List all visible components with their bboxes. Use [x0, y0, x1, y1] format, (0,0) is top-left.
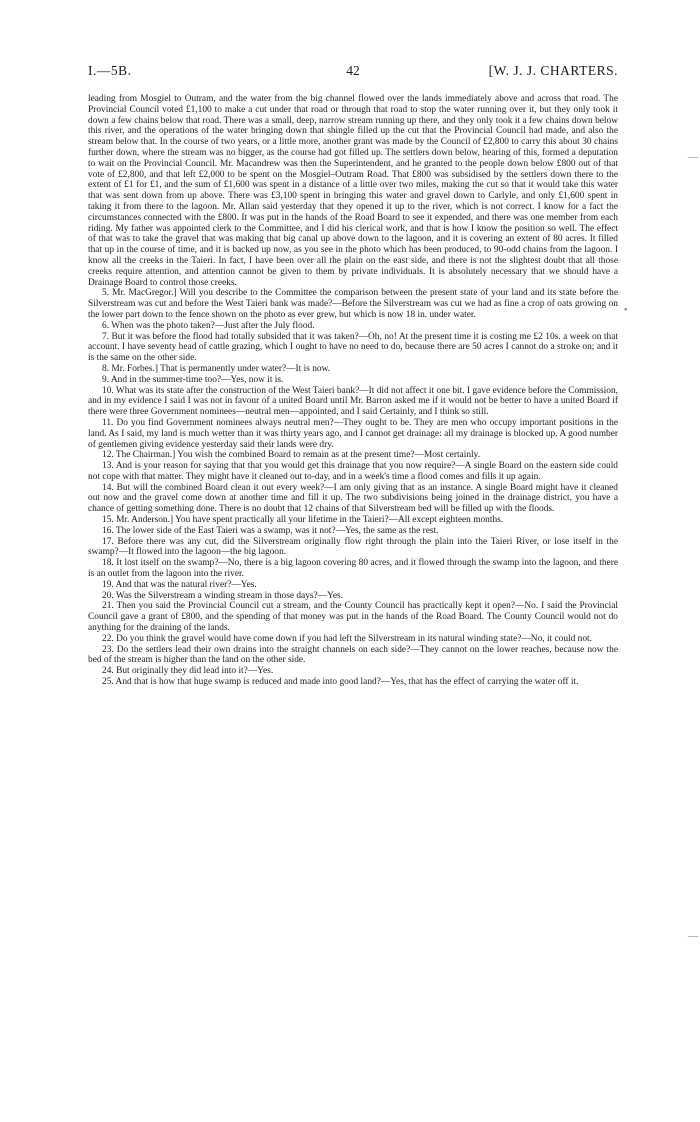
question-9: 9. And in the summer-time too?—Yes, now it is. [102, 374, 284, 385]
question-19: 19. And that was the natural river?—Yes. [102, 579, 257, 590]
page-body [88, 94, 618, 688]
question-13: 13. And is your reason for saying that that you would get this drainage that you now require?—A single Board on the eastern side could not cope with that matter. They might have it cleaned out to-day, and in a week's time a flood comes and fills it up again. [88, 461, 618, 482]
question-11: 11. Do you find Government nominees always neutral men?—They ought to be. They are men who occupy important positions in the land. As I said, my land is much wetter than it was thirty years ago, and I cannot get drainage: all my drainage is blocked up. A good number of gentlemen giving evidence yesterday said their lands were dry. [88, 417, 618, 450]
question-15: 15. Mr. Anderson.] You have spent practically all your lifetime in the Taieri?—All except eighteen months. [102, 515, 504, 526]
question-14: 14. But will the combined Board clean it out every week?—I am only giving that as an instance. A single Board might have it cleaned out now and the gravel come down at another time and fill it up. The two subdivisions being joined in the drainage district, you have a chance of getting something done. There is no doubt that 12 chains of that Silverstream bed will be filled up with the floods. [88, 482, 618, 515]
question-8: 8. Mr. Forbes.] That is permanently under water?—It is now. [102, 363, 331, 374]
question-24: 24. But originally they did lead into it?—Yes. [102, 666, 274, 677]
paragraph: leading from Mosgiel to Outram, and the water from the big channel flowed over the lands immediately above and across that road. The Provincial Council voted £1,100 to make a cut under that road or through that road to stop the water running over it, but they only took it down a few chains below that road. There was a small, deep, narrow stream running up there, and they only took it a few chains down below this river, and the operations of the water bringing down that shingle filled up the cut that the Provincial Council had made, and also the stream below that. In the course of two years, or a little more, another grant was made by the Council of £2,800 to carry this about 30 chains further down, where the stream was no bigger, as the course had got filled up. The settlers down below, hearing of this, formed a deputation to wait on the Provincial Council. Mr. Macandrew was then the Superintendent, and he granted to the people down below £800 out of that vote of £2,800, and that left £2,000 to be spent on the Mosgiel–Outram Road. That £800 was subsidised by the settlers down there to the extent of £1 for £1, and the sum of £1,600 was spent in a distance of a little over two miles, making the cut so that it would take this water that was sent down from up above. There was £3,100 spent in bringing this water and gravel down to Carlyle, and only £1,600 spent in taking it from there to the lagoon. Mr. Allan said yesterday that they opened it up to the river, which is not correct. I know for a fact the circumstances connected with the £800. It was put in the hands of the Road Board to see it expended, and there was one member from each riding. My father was appointed clerk to the Committee, and I did his clerical work, and that is how I know the position so well. The effect of that was to take the gravel that was making that big canal up above down to the lagoon, and it is covering an extent of 80 acres. It filled that up in the course of time, and it is backed up now, as you see in the photo which has been produced, to 90-odd chains from the lagoon. I know all the creeks in the Taieri. In fact, I have been over all the plain on the east side, and there is not the slightest doubt that all those creeks require attention, and attention cannot be given to them by private individuals. It is absolutely necessary that we should have a Drainage Board to control those creeks. [88, 94, 618, 288]
question-18: 18. It lost itself on the swamp?—No, there is a big lagoon covering 80 acres, and it flowed through the swamp into the lagoon, and there is an outlet from the lagoon into the river. [88, 558, 618, 580]
document-reference: I.—5B. [88, 63, 132, 78]
margin-mark: — [688, 152, 698, 163]
question-5: 5. Mr. MacGregor.] Will you describe to the Committee the comparison between the present state of your land and its state before the Silverstream was cut and before the West Taieri bank was made?—Before the Silverstream was cut we had as fine a crop of oats growing on the lower part down to the fence shown on the photo as ever grew, but which is now 18 in. under water. [88, 288, 618, 320]
margin-mark: — [688, 931, 698, 942]
question-20: 20. Was the Silverstream a winding stream in those days?—Yes. [102, 590, 344, 601]
question-23: 23. Do the settlers lead their own drains into the straight channels on each side?—They cannot on the lower reaches, because now the bed of the stream is higher than the land on the other side. [88, 644, 618, 666]
witness-name: [W. J. J. CHARTERS. [488, 63, 618, 78]
question-22: 22. Do you think the gravel would have come down if you had left the Silverstream in its natural winding state?—No, it could not. [102, 633, 593, 644]
margin-mark: • [624, 305, 628, 316]
question-17: 17. Before there was any cut, did the Silverstream originally flow right through the plain into the Taieri River, or lose itself in the swamp?—It flowed into the lagoon—the big lagoon. [88, 536, 618, 558]
page-number: 42 [346, 63, 360, 78]
question-12: 12. The Chairman.] You wish the combined Board to remain as at the present time?—Most certainly. [102, 450, 481, 461]
page-header [88, 62, 618, 80]
question-16: 16. The lower side of the East Taieri was a swamp, was it not?—Yes, the same as the rest. [102, 525, 439, 536]
question-21: 21. Then you said the Provincial Council cut a stream, and the County Council has practically kept it open?—No. I said the Provincial Council gave a grant of £800, and the spending of that money was put in the hands of the Road Board. The County Council would not do anything for the draining of the lands. [88, 601, 618, 634]
question-25: 25. And that is how that huge swamp is reduced and made into good land?—Yes, that has the effect of carrying the water off it. [102, 677, 579, 688]
question-10: 10. What was its state after the construction of the West Taieri bank?—It did not affect it one bit. I gave evidence before the Commission, and in my evidence I said I was not in favour of a united Board until Mr. Barron asked me if it would not be better to have a united Board if there were three Government nominees—neutral men—appointed, and I said Certainly, and I think so still. [88, 385, 618, 418]
question-7: 7. But it was before the flood had totally subsided that it was taken?—Oh, no! At the present time it is costing me £2 10s. a week on that account. I have seventy head of cattle grazing, which I ought to have no need to do, because there are 50 acres I cannot do a stroke on; and it is the same on the other side. [88, 331, 618, 364]
question-6: 6. When was the photo taken?—Just after the July flood. [102, 320, 315, 331]
